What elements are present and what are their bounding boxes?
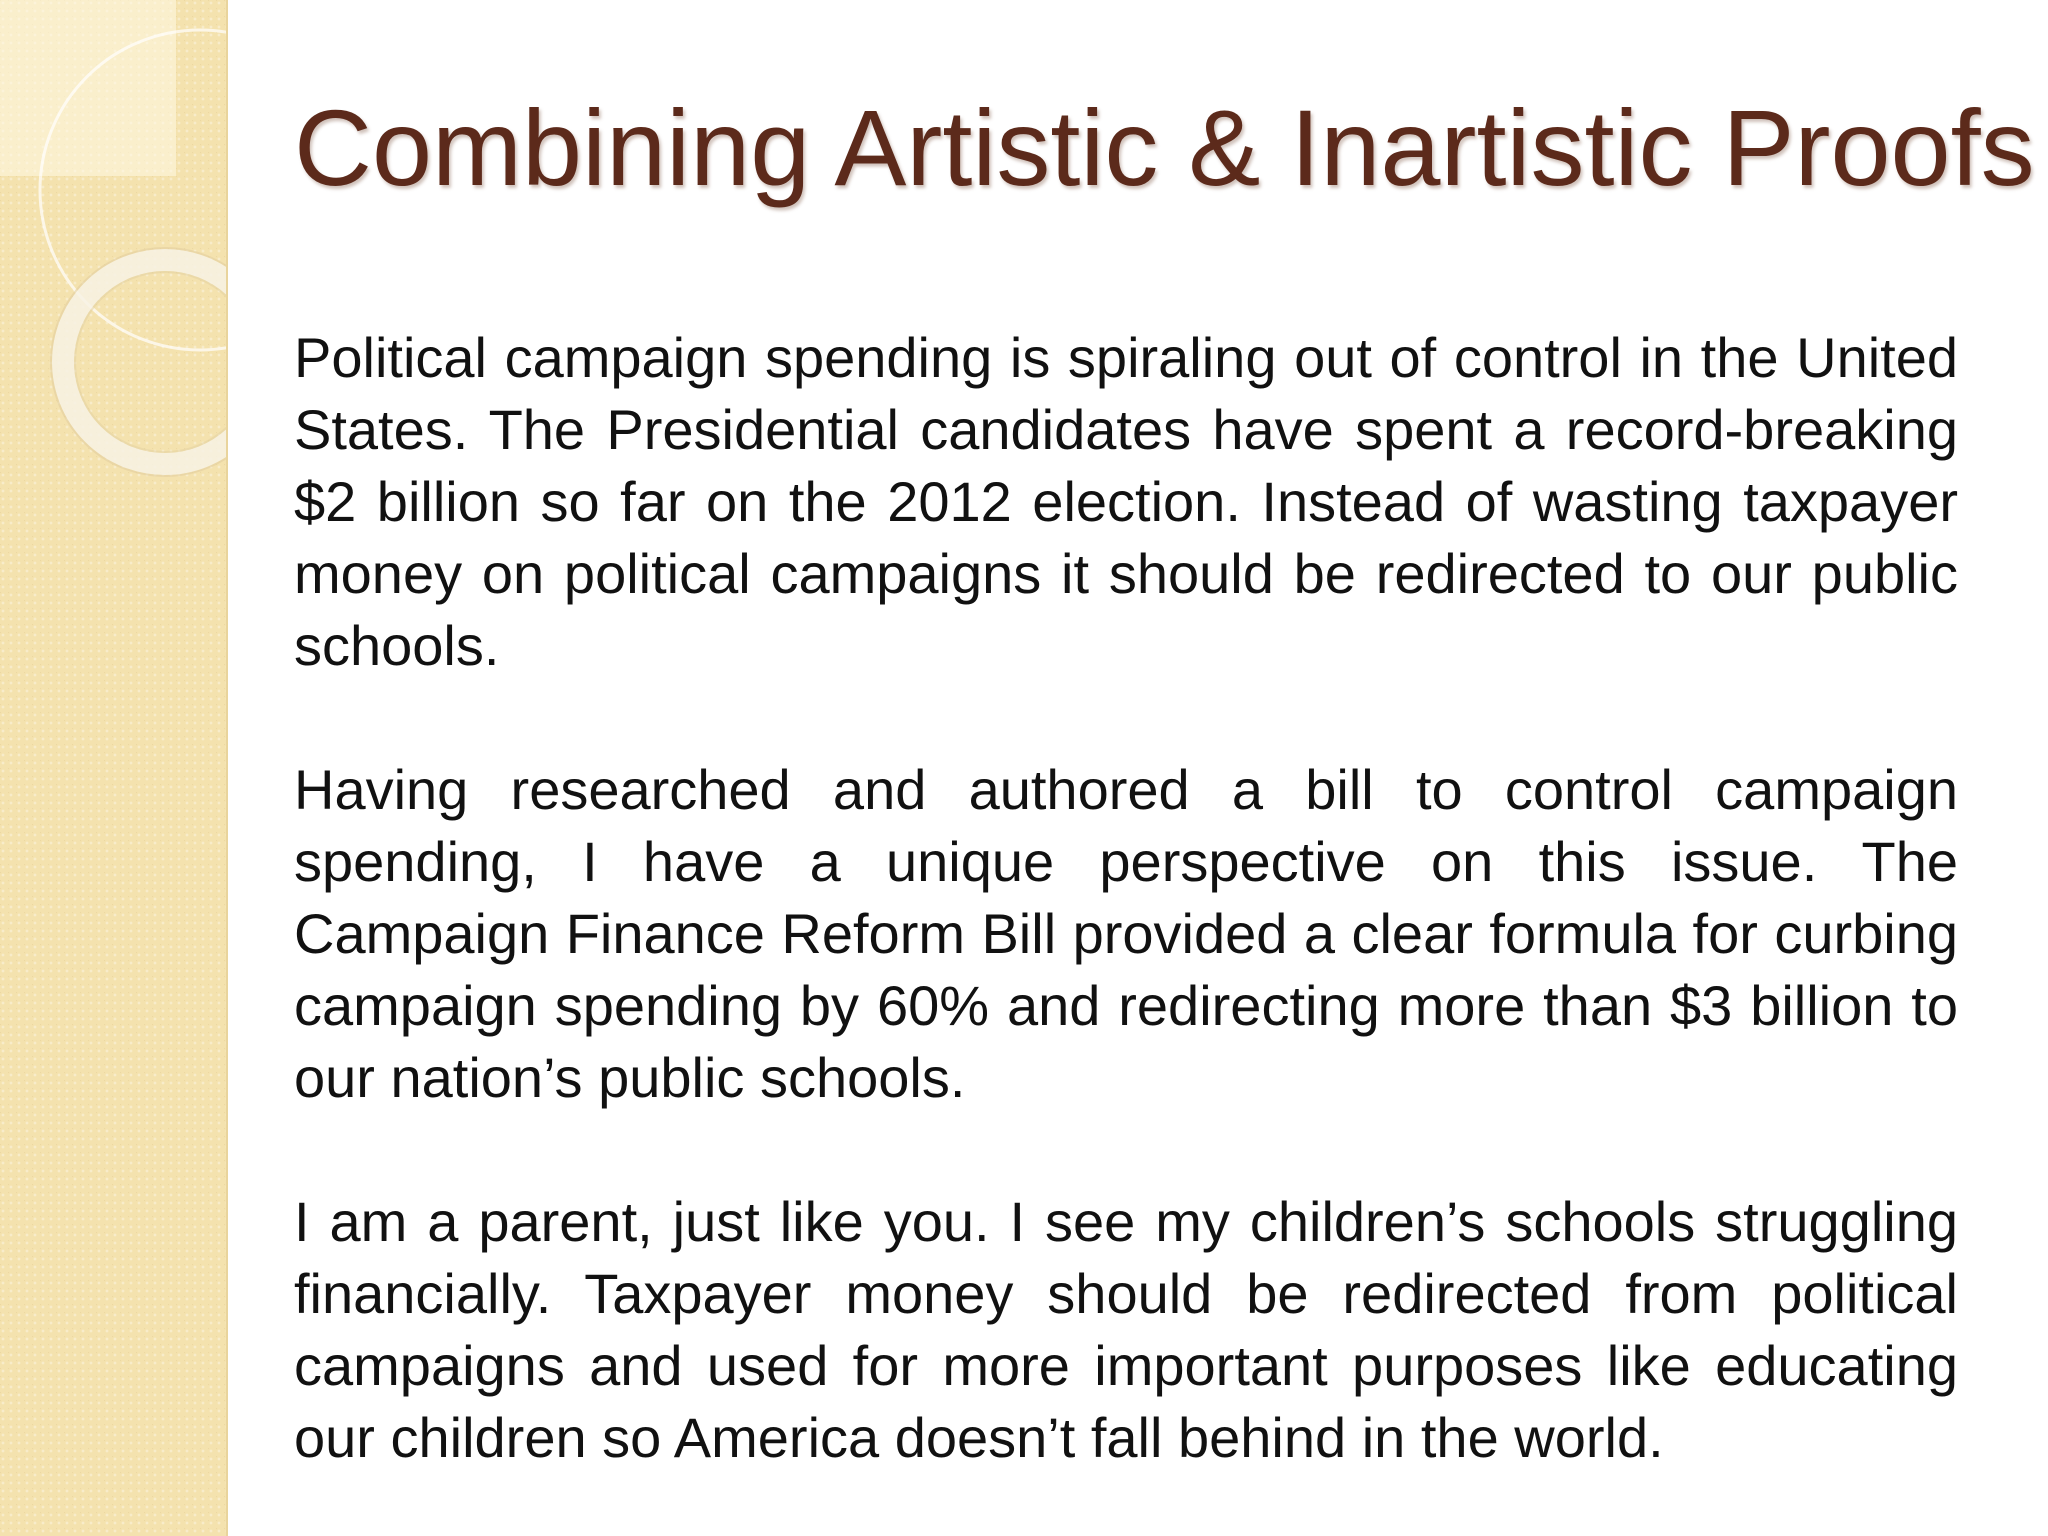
slide-title: Combining Artistic & Inartistic Proofs [294, 87, 2035, 208]
slide-body [294, 322, 1958, 1474]
body-paragraph: I am a parent, just like you. I see my children’s schools struggling financially. Taxpayer money should be redirected from political campaigns and used for more important purposes like educating our children so America doesn’t fall behind in the world. [294, 1190, 1958, 1469]
decorative-side-band [0, 0, 228, 1536]
body-paragraph: Having researched and authored a bill to control campaign spending, I have a unique perspective on this issue. The Campaign Finance Reform Bill provided a clear formula for curbing campaign spending by 60% and redirecting more than $3 billion to our nation’s public schools. [294, 758, 1958, 1109]
body-paragraph: Political campaign spending is spiraling out of control in the United States. The Presidential candidates have spent a record-breaking $2 billion so far on the 2012 election. Instead of wasting taxpayer money on political campaigns it should be redirected to our public schools. [294, 326, 1958, 677]
decorative-rings-icon [0, 0, 226, 520]
